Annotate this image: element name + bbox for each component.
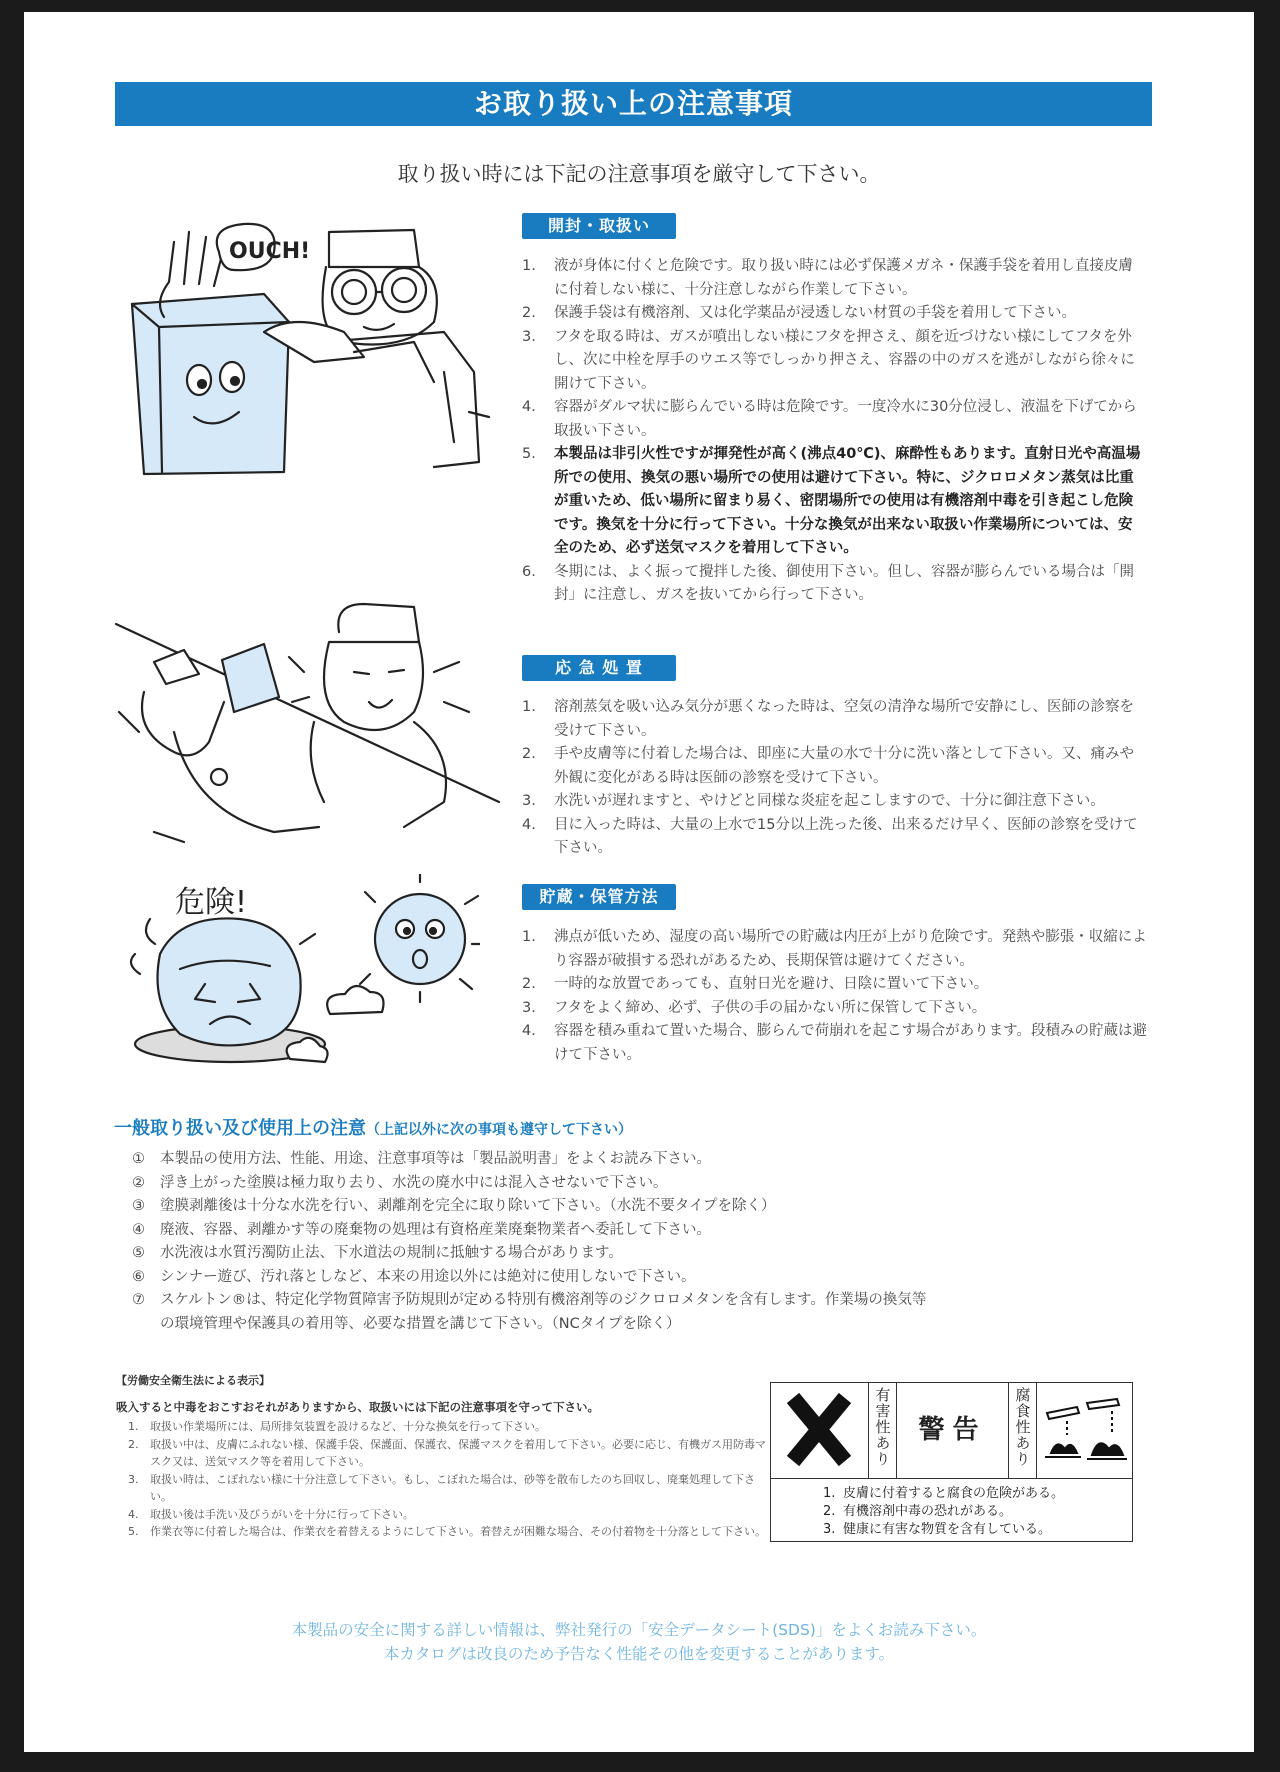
- corrosive-label: 腐食性あり: [1013, 1387, 1032, 1467]
- list-item: 2. 取扱い中は、皮膚にふれない様、保護手袋、保護面、保護衣、保護マスクを着用して下さい。必要に応じ、有機ガス用防毒マスク又は、送気マスク等を着用して下さい。: [128, 1437, 766, 1468]
- law-list: [128, 1418, 768, 1541]
- list-item: ⑥ シンナー遊び、汚れ落としなど、本来の用途以外には絶対に使用しないで下さい。: [132, 1268, 696, 1285]
- document-page: [24, 12, 1254, 1752]
- section-label-storage: 貯蔵・保管方法: [522, 884, 676, 910]
- list-item: 4. 容器がダルマ状に膨らんでいる時は危険です。一度冷水に30分位浸し、液温を下げてから取扱い下さい。: [522, 399, 1137, 439]
- list-item: 1. 液が身体に付くと危険です。取り扱い時には必ず保護メガネ・保護手袋を着用し直接皮膚に付着しない様に、十分注意しながら作業して下さい。: [522, 258, 1133, 298]
- list-item: 3. 水洗いが遅れますと、やけどと同様な炎症を起こしますので、十分に御注意下さい。: [522, 793, 1105, 809]
- list-item: 1. 沸点が低いため、湿度の高い場所での貯蔵は内圧が上がり危険です。発熱や膨張・収縮により容器が破損する恐れがあるため、長期保管は避けてください。: [522, 929, 1147, 969]
- list-item: 3. フタを取る時は、ガスが噴出しない様にフタを押さえ、顔を近づけない様にしてフタを外し、次に中栓を厚手のウエス等でしっかり押さえ、容器の中のガスを逃がしながら徐々に開けて下さい。: [522, 328, 1135, 392]
- list-item: 2. 手や皮膚等に付着した場合は、即座に大量の水で十分に洗い落として下さい。又、痛みや外観に変化がある時は医師の診察を受けて下さい。: [522, 746, 1134, 786]
- list-item: 2. 保護手袋は有機溶剤、又は化学薬品が浸透しない材質の手袋を着用して下さい。: [522, 305, 1076, 321]
- illustration-opening: [114, 212, 494, 482]
- list-item: 1. 取扱い作業場所には、局所排気装置を設けるなど、十分な換気を行って下さい。: [128, 1420, 546, 1433]
- ouch-text: OUCH!: [229, 239, 311, 264]
- page-title: お取り扱い上の注意事項: [115, 82, 1152, 126]
- list-item: 5. 本製品は非引火性ですが揮発性が高く(沸点40℃)、麻酔性もあります。直射日光や高温場所での使用、換気の悪い場所での使用は避けて下さい。特に、ジクロロメタン蒸気は比重が重いため、低い場所に留まり易く、密閉場所での使用は有機溶剤中毒を引き起こし危険です。換気を十分に行って下さい。十分な換気が出来ない取扱い作業場所については、安全のため、必ず送気マスクを着用して下さい。: [522, 446, 1141, 556]
- footer-line-2: 本カタログは改良のため予告なく性能その他を変更することがあります。: [383, 1645, 895, 1663]
- footer-line-1: 本製品の安全に関する詳しい情報は、弊社発行の「安全データシート(SDS)」をよくお読み下さい。: [291, 1621, 987, 1639]
- list-item: 5. 作業衣等に付着した場合は、作業衣を着替えるようにして下さい。着替えが困難な場合、その付着物を十分落として下さい。: [128, 1525, 766, 1538]
- danger-text: 危険!: [175, 885, 248, 920]
- list-item: 6. 冬期には、よく振って攪拌した後、御使用下さい。但し、容器が膨らんでいる場合は「開封」に注意し、ガスを抜いてから行って下さい。: [522, 563, 1134, 603]
- list-storage: [522, 926, 1147, 1067]
- list-item: 1. 皮膚に付着すると腐食の危険がある。: [823, 1486, 1065, 1501]
- law-heading: 【労働安全衛生法による表示】: [116, 1374, 270, 1387]
- list-emergency: [522, 696, 1147, 861]
- section-label-emergency: 応 急 処 置: [522, 655, 676, 681]
- list-item: 4. 目に入った時は、大量の上水で15分以上洗った後、出来るだけ早く、医師の診察を受けて下さい。: [522, 816, 1138, 856]
- list-item: ④ 廃液、容器、剥離かす等の廃棄物の処理は有資格産業廃棄物業者へ委託して下さい。: [132, 1221, 711, 1238]
- law-intro: 吸入すると中毒をおこすおそれがありますから、取扱いには下記の注意事項を守って下さい。: [116, 1400, 599, 1414]
- list-item: ⑦ スケルトン®は、特定化学物質障害予防規則が定める特別有機溶剤等のジクロロメタンを含有します。作業場の換気等の環境管理や保護具の着用等、必要な措置を講じて下さい。（NCタイプを除く）: [132, 1292, 927, 1332]
- harmful-label: 有害性あり: [873, 1387, 892, 1467]
- list-item: 3. 取扱い時は、こぼれない様に十分注意して下さい。もし、こぼれた場合は、砂等を散布したのち回収し、廃棄処理して下さい。: [128, 1472, 755, 1503]
- list-item: 3. 健康に有害な物質を含有している。: [823, 1522, 1052, 1537]
- list-item: 2. 一時的な放置であっても、直射日光を避け、日陰に置いて下さい。: [522, 976, 989, 992]
- general-list: [132, 1148, 932, 1336]
- page-subtitle: 取り扱い時には下記の注意事項を厳守して下さい。: [397, 162, 881, 186]
- list-item: ① 本製品の使用方法、性能、用途、注意事項等は「製品説明書」をよくお読み下さい。: [132, 1151, 711, 1167]
- list-item: 2. 有機溶剤中毒の恐れがある。: [823, 1504, 1013, 1519]
- illustration-emergency: [114, 602, 504, 852]
- illustration-storage: [120, 874, 480, 1074]
- list-item: 1. 溶剤蒸気を吸い込み気分が悪くなった時は、空気の清浄な場所で安静にし、医師の診察を受けて下さい。: [522, 699, 1134, 739]
- list-item: 3. フタをよく締め、必ず、子供の手の届かない所に保管して下さい。: [522, 999, 987, 1016]
- warning-box: [770, 1382, 1133, 1542]
- corrosive-icon: [1037, 1383, 1131, 1476]
- harmful-x-icon: [771, 1383, 867, 1476]
- list-item: ② 浮き上がった塗膜は極力取り去り、水洗の廃水中には混入させないで下さい。: [132, 1174, 668, 1191]
- list-item: ⑤ 水洗液は水質汚濁防止法、下水道法の規制に抵触する場合があります。: [132, 1245, 623, 1261]
- warning-items: [823, 1485, 1064, 1539]
- list-item: 4. 取扱い後は手洗い及びうがいを十分に行って下さい。: [128, 1507, 414, 1521]
- warning-label: 警告: [918, 1415, 987, 1445]
- section-label-opening: 開封・取扱い: [522, 213, 676, 239]
- list-item: ③ 塗膜剥離後は十分な水洗を行い、剥離剤を完全に取り除いて下さい。（水洗不要タイプを除く）: [132, 1198, 776, 1214]
- list-opening: [522, 255, 1147, 608]
- list-item: 4. 容器を積み重ねて置いた場合、膨らんで荷崩れを起こす場合があります。段積みの貯蔵は避けて下さい。: [522, 1023, 1147, 1063]
- general-title: 一般取り扱い及び使用上の注意（上記以外に次の事項も遵守して下さい）: [114, 1118, 632, 1139]
